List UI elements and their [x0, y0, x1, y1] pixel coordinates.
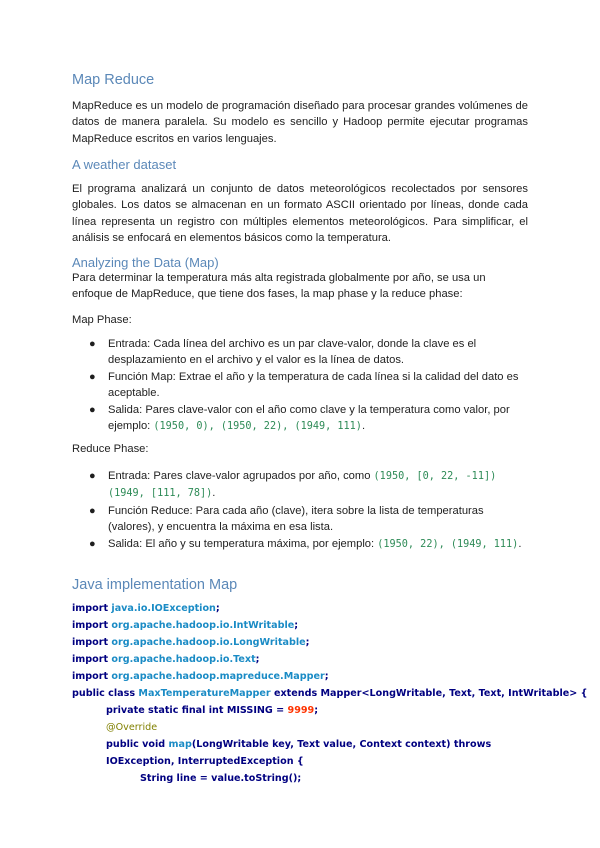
list-item	[72, 402, 528, 436]
code-line-annotation: @Override	[106, 722, 158, 733]
map-phase-label: Map Phase:	[72, 314, 132, 326]
bullet-icon: ●	[89, 537, 96, 550]
bullet-icon: ●	[89, 470, 96, 482]
bullet-icon: ●	[89, 504, 96, 517]
heading-weather-dataset: A weather dataset	[72, 157, 177, 172]
paragraph-analyzing: Para determinar la temperatura más alta registrada globalmente por año, se usa un enfoque de MapReduce, que tiene dos fases, la map phase y la reduce phase:	[72, 272, 486, 301]
list-item	[72, 503, 528, 536]
list-item	[72, 336, 528, 369]
code-line: import org.apache.hadoop.io.IntWritable;	[72, 620, 299, 631]
code-line-field: private static final int MISSING = 9999;	[106, 705, 319, 716]
map-output-text: Salida: Pares clave-valor con el año como clave y la temperatura como valor, por ejemplo:	[108, 403, 510, 433]
bullet-icon: ●	[89, 370, 96, 383]
map-output-code: (1950, 0), (1950, 22), (1949, 111)	[153, 421, 362, 433]
paragraph-map-reduce: MapReduce es un modelo de programación diseñado para procesar grandes volúmenes de datos de manera paralela. Su modelo es sencillo y Hadoop permite ejecutar programas MapReduce escritos en varios lenguajes.	[72, 100, 528, 145]
reduce-input-code: (1950, [0, 22, -11]) (1949, [111, 78])	[108, 471, 497, 500]
code-line: import org.apache.hadoop.io.LongWritable;	[72, 637, 310, 648]
map-phase-list	[72, 336, 528, 435]
map-output-end: .	[361, 420, 366, 433]
code-line-body: String line = value.toString();	[140, 773, 302, 784]
code-line-class-declaration: public class MaxTemperatureMapper extends Mapper<LongWritable, Text, Text, IntWritable> {	[72, 688, 588, 699]
code-line: import org.apache.hadoop.io.Text;	[72, 654, 260, 665]
paragraph-weather-dataset: El programa analizará un conjunto de datos meteorológicos recolectados por sensores globales. Los datos se almacenan en un formato ASCII orientado por líneas, donde cada línea representa un registro con múltiples elementos meteorológicos. Para simplificar, el análisis se enfocará en elementos básicos como la temperatura.	[72, 183, 528, 245]
list-item	[72, 369, 528, 402]
code-line: import java.io.IOException;	[72, 603, 220, 614]
code-line-exceptions: IOException, InterruptedException {	[106, 756, 304, 767]
reduce-output-end: .	[518, 537, 522, 550]
heading-map-reduce: Map Reduce	[72, 72, 155, 88]
reduce-phase-label: Reduce Phase:	[72, 443, 149, 455]
list-item	[72, 468, 528, 503]
reduce-output-text: Salida: El año y su temperatura máxima, por ejemplo:	[108, 537, 378, 550]
list-item	[72, 536, 528, 553]
map-function-text: Función Map: Extrae el año y la temperatura de cada línea si la calidad del dato es aceptable.	[108, 370, 519, 400]
bullet-icon: ●	[89, 403, 96, 416]
reduce-output-code: (1950, 22), (1949, 111)	[377, 538, 519, 550]
reduce-phase-list	[72, 468, 528, 553]
reduce-input-end: .	[212, 487, 216, 500]
code-line-method: public void map(LongWritable key, Text value, Context context) throws	[106, 739, 492, 750]
map-input-text: Entrada: Cada línea del archivo es un par clave-valor, donde la clave es el desplazamiento en el archivo y el valor es la línea de datos.	[108, 338, 477, 367]
bullet-icon: ●	[89, 338, 96, 350]
heading-java-implementation: Java implementation Map	[72, 577, 238, 593]
heading-analyzing-data: Analyzing the Data (Map)	[72, 255, 219, 270]
code-block	[72, 600, 592, 787]
code-line: import org.apache.hadoop.mapreduce.Mapper;	[72, 671, 329, 682]
reduce-function-text: Función Reduce: Para cada año (clave), itera sobre la lista de temperaturas (valores), y encuentra la máxima en esa lista.	[108, 504, 484, 534]
reduce-input-text: Entrada: Pares clave-valor agrupados por año, como	[108, 470, 374, 482]
